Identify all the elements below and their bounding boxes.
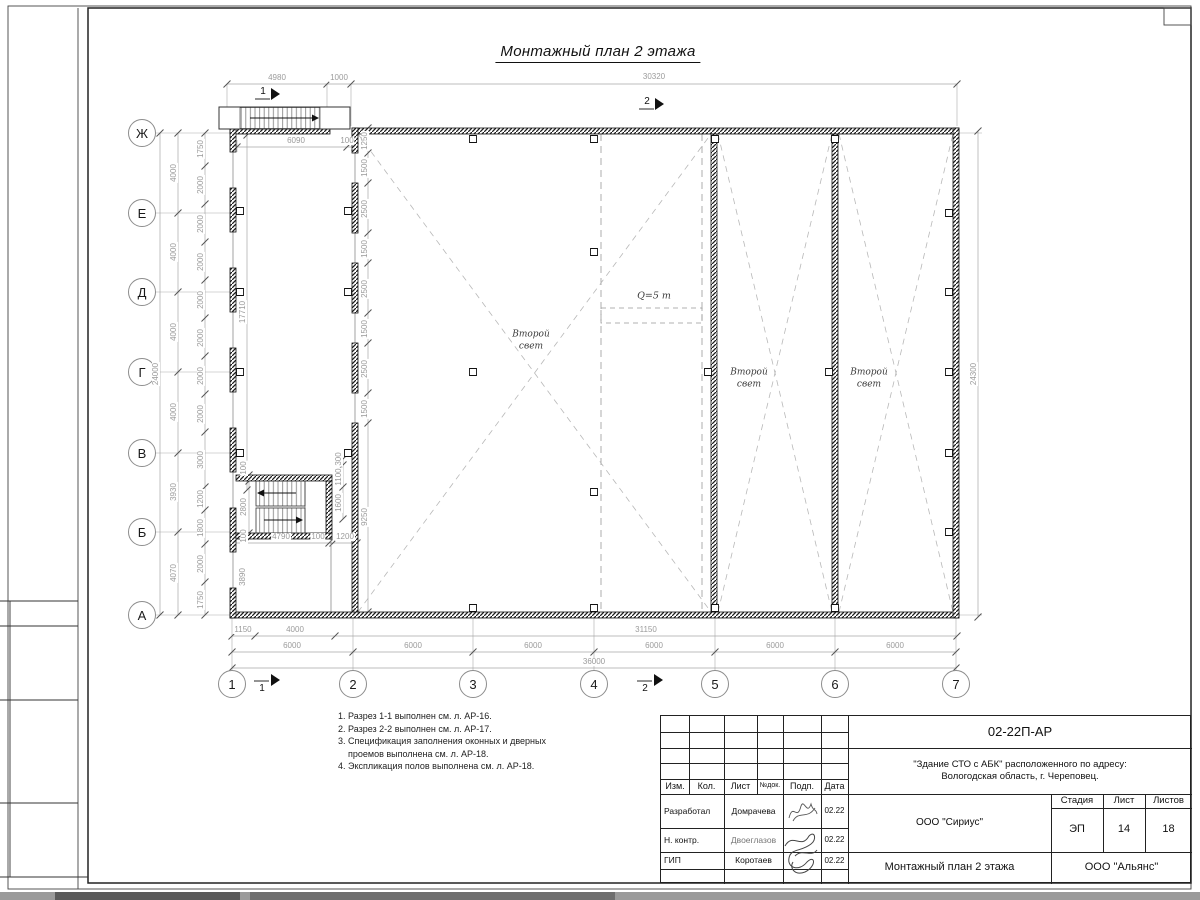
dimension-label: 1200 <box>336 532 354 541</box>
dimension-label: 30320 <box>642 72 666 81</box>
dimension-label: 4000 <box>286 625 304 634</box>
axis-bubble: 3 <box>459 670 487 698</box>
tb-col-stadia: Стадия <box>1060 795 1094 807</box>
tb-col-kol: Кол. <box>697 780 716 791</box>
dimension-label: 6000 <box>645 641 663 650</box>
dimension-label: 36000 <box>582 657 606 666</box>
tb-doc-number: 02-22П-АР <box>987 723 1053 739</box>
dimension-label: 4980 <box>268 73 286 82</box>
signature <box>781 828 821 882</box>
axis-bubble: Ж <box>128 119 156 147</box>
dimension-label: 1750 <box>196 140 205 158</box>
dimension-label: 1750 <box>196 591 205 609</box>
note-line: 3. Спецификация заполнения оконных и дверных <box>338 736 546 747</box>
axis-bubble: Е <box>128 199 156 227</box>
dimension-label: 6000 <box>766 641 784 650</box>
axis-bubble: Б <box>128 518 156 546</box>
dimension-label: 9250 <box>360 508 369 526</box>
dimension-label: 1600 <box>334 494 343 512</box>
dimension-label: 2000 <box>196 215 205 233</box>
dimension-label: 2500 <box>360 360 369 378</box>
tb-col-sheet: Лист <box>1113 795 1135 807</box>
axis-bubble: Д <box>128 278 156 306</box>
dimension-label: 6000 <box>404 641 422 650</box>
dimension-label: 6090 <box>287 136 305 145</box>
tb-role-gip: ГИП <box>664 855 681 866</box>
axis-bubble: 7 <box>942 670 970 698</box>
section-mark-number: 1 <box>259 683 265 694</box>
dimension-label: 3930 <box>169 483 178 501</box>
dimension-label: 24000 <box>151 362 160 386</box>
section-mark-number: 2 <box>644 96 650 107</box>
dimension-label: 2000 <box>196 405 205 423</box>
dimension-label: 2000 <box>196 253 205 271</box>
section-mark-number: 1 <box>260 86 266 97</box>
tb-project-line2: Вологодская область, г. Череповец. <box>941 771 1099 782</box>
drawing-title: Монтажный план 2 этажа <box>495 43 700 63</box>
notes-block <box>338 710 546 773</box>
dimension-label: 31150 <box>635 625 657 634</box>
dimension-label: 2800 <box>239 498 248 516</box>
tb-name-ncontrol: Двоеглазов <box>730 834 777 845</box>
tb-line <box>661 763 848 764</box>
dimension-label: 2500 <box>360 200 369 218</box>
axis-bubble: 2 <box>339 670 367 698</box>
note-line: 1. Разрез 1-1 выполнен см. л. АР-16. <box>338 711 492 721</box>
axis-bubble: 5 <box>701 670 729 698</box>
tb-col-data: Дата <box>824 780 845 791</box>
dimension-label: 1200 <box>196 490 205 508</box>
tb-date-ncontrol: 02.22 <box>824 835 845 844</box>
axis-bubble: 1 <box>218 670 246 698</box>
tb-col-ndok: №док. <box>759 782 781 790</box>
tb-col-sheets: Листов <box>1153 795 1184 807</box>
dimension-label: 100 <box>239 461 248 475</box>
dimension-label: 1800 <box>196 519 205 537</box>
note-line: проемов выполнена см. л. АР-18. <box>348 748 489 759</box>
dimension-label: 2500 <box>360 280 369 298</box>
tb-role-ncontrol: Н. контр. <box>664 834 700 845</box>
dimension-label: 1500 <box>360 320 369 338</box>
tb-name-gip: Коротаев <box>735 855 772 866</box>
tb-col-list: Лист <box>730 780 751 791</box>
dimension-label: 2000 <box>196 329 205 347</box>
dimension-label: 2000 <box>196 367 205 385</box>
axis-bubble: 6 <box>821 670 849 698</box>
tb-sheet-number: 14 <box>1117 823 1131 836</box>
dimension-label: 1000 <box>330 73 348 82</box>
dimension-label: 100 <box>239 529 248 543</box>
tb-name-developed: Домрачева <box>731 805 776 816</box>
dimension-label: 100 <box>340 136 354 145</box>
titleblock <box>660 715 1191 883</box>
dimension-label: 1250 <box>360 132 369 150</box>
axis-bubble: А <box>128 601 156 629</box>
tb-drawing-title: Монтажный план 2 этажа <box>884 861 1015 874</box>
tb-org-designer: ООО "Сириус" <box>915 816 984 828</box>
dimension-label: 4000 <box>169 323 178 341</box>
tb-role-developed: Разработал <box>664 805 711 816</box>
dimension-label: 17710 <box>238 300 247 324</box>
axis-bubble: В <box>128 439 156 467</box>
dimension-label: 6000 <box>283 641 301 650</box>
dimension-label: 2000 <box>196 176 205 194</box>
second-light-label: Второй свет <box>850 367 888 389</box>
dimension-label: 4000 <box>169 403 178 421</box>
dimension-label: 4000 <box>169 164 178 182</box>
window-lines <box>233 128 355 618</box>
note-line: 4. Экспликация полов выполнена см. л. АР-18. <box>338 761 535 772</box>
signature <box>783 796 821 826</box>
tb-org-customer: ООО "Альянс" <box>1084 861 1159 874</box>
tb-date-developed: 02.22 <box>824 806 845 815</box>
dimension-label: 2000 <box>196 555 205 573</box>
note-line: 2. Разрез 2-2 выполнен см. л. АР-17. <box>338 723 492 734</box>
dimension-label: 6000 <box>886 641 904 650</box>
tb-sheets-total: 18 <box>1162 823 1175 836</box>
dimension-label: 1500 <box>360 400 369 418</box>
axis-bubble: Г <box>128 358 156 386</box>
dimension-label: 2000 <box>196 291 205 309</box>
dimension-label: 4000 <box>169 243 178 261</box>
tb-project <box>848 748 1192 794</box>
crane-rails <box>601 134 702 612</box>
dimension-label: 1100 <box>334 468 343 486</box>
staircase <box>256 481 305 533</box>
external-stair <box>219 107 350 129</box>
dimension-label: 1500 <box>360 240 369 258</box>
section-mark-number: 2 <box>642 683 648 694</box>
tb-col-podp: Подп. <box>790 780 814 791</box>
dimension-label: 6000 <box>524 641 542 650</box>
dimension-label: 1500 <box>360 159 369 177</box>
axis-bubble: 4 <box>580 670 608 698</box>
tb-line <box>661 732 848 733</box>
dimension-label: 4790 <box>272 532 290 541</box>
crane-capacity-label: Q=5 т <box>637 290 671 302</box>
scan-edge-band <box>0 892 1200 900</box>
second-light-label: Второй свет <box>512 329 550 351</box>
dimension-label: 1150 <box>234 625 252 634</box>
dimension-label: 300 <box>334 452 343 466</box>
dimension-label: 3890 <box>238 568 247 586</box>
dimension-label: 24300 <box>969 362 978 386</box>
section-cut-arrows <box>254 88 664 686</box>
dimension-label: 100 <box>311 532 325 541</box>
dimension-label: 4070 <box>169 564 178 582</box>
dimension-label: 3000 <box>196 451 205 469</box>
tb-project-line1: "Здание СТО с АБК" расположенного по адресу: <box>913 759 1127 771</box>
tb-col-izm: Изм. <box>665 780 685 791</box>
tb-date-gip: 02.22 <box>824 855 845 865</box>
second-light-label: Второй свет <box>730 367 768 389</box>
tb-stadia-value: ЭП <box>1069 823 1085 836</box>
